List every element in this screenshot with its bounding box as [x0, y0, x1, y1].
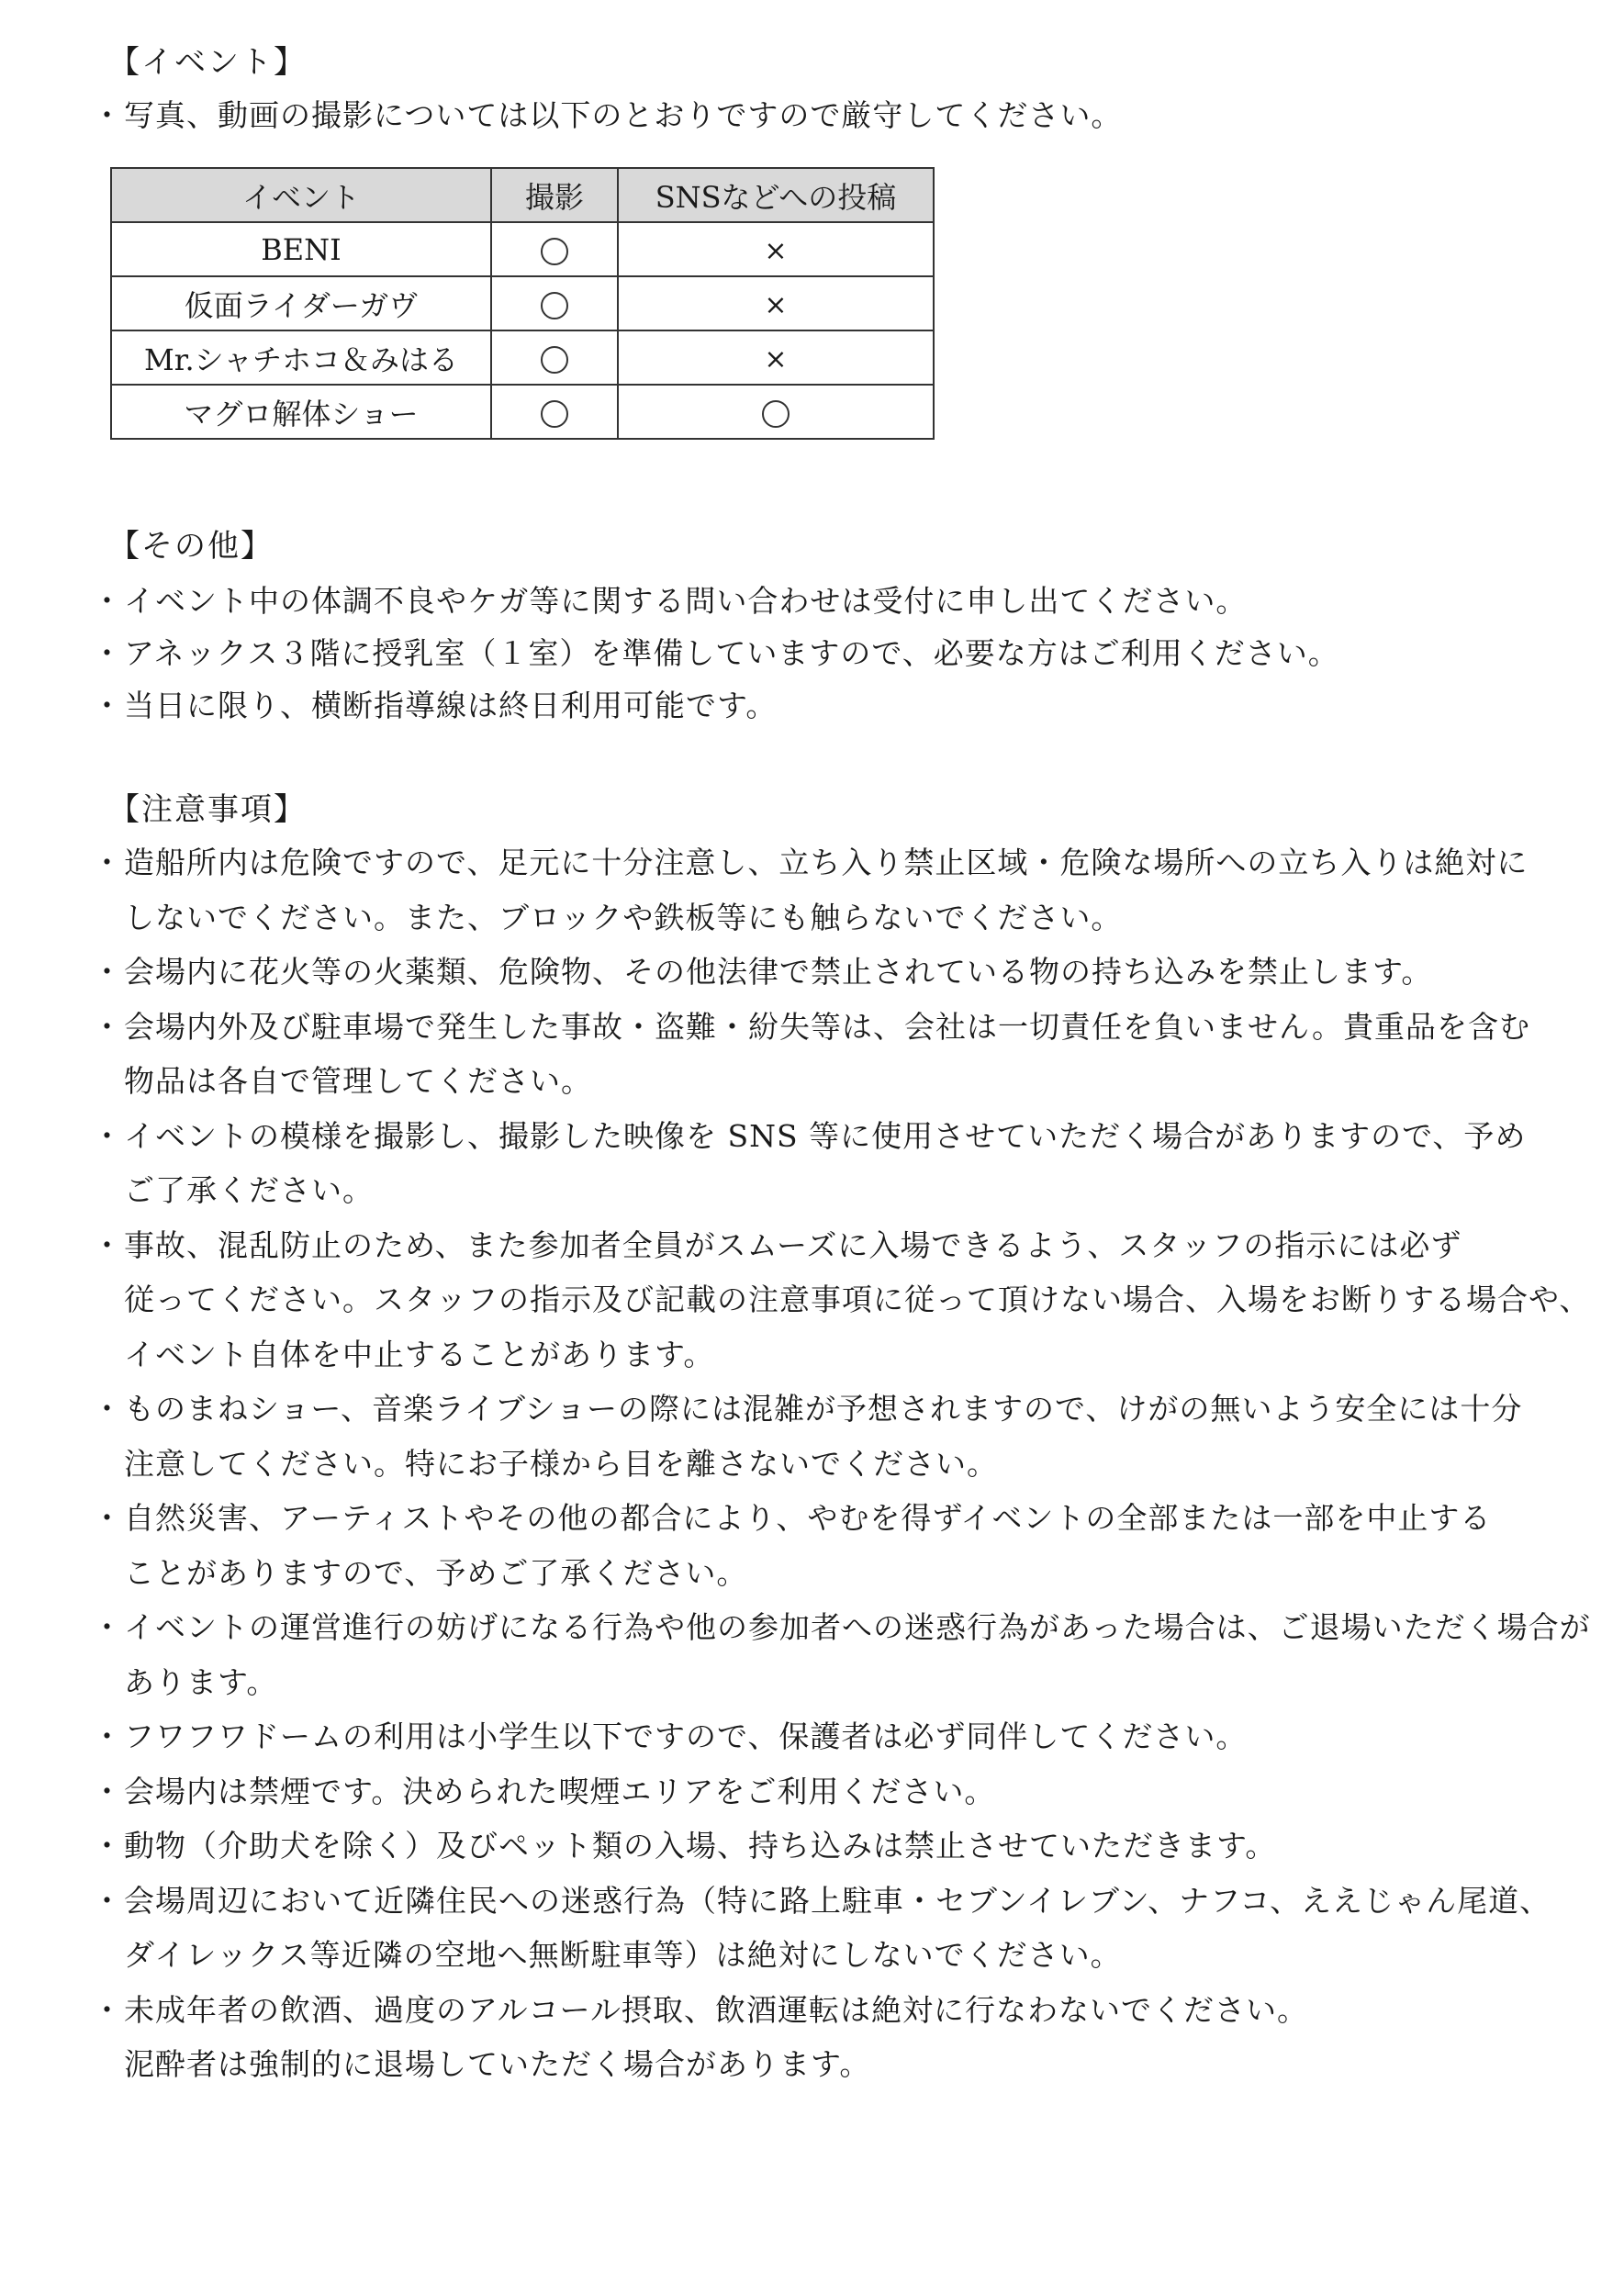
cell-photo	[491, 330, 618, 385]
cross-mark: ×	[764, 342, 788, 375]
notice-list-item: ・イベントの運営進行の妨げになる行為や他の参加者への迷惑行為があった場合は、ご退場いただく場合が	[92, 1609, 1591, 1645]
notice-list-item: ・未成年者の飲酒、過度のアルコール摂取、飲酒運転は絶対に行なわないでください。	[92, 1992, 1309, 2028]
notice-list-item: ・フワフワドームの利用は小学生以下ですので、保護者は必ず同伴してください。	[92, 1718, 1248, 1754]
notice-list-item-continuation: ダイレックス等近隣の空地へ無断駐車等）は絶対にしないでください。	[124, 1937, 1122, 1973]
table-header-row	[111, 168, 934, 222]
bullet-mark: ・	[92, 1500, 123, 1536]
notice-list-item: ・会場周辺において近隣住民への迷惑行為（特に路上駐車・セブンイレブン、ナフコ、ええじゃん尾道、	[92, 1883, 1551, 1919]
cell-event: マグロ解体ショー	[111, 385, 491, 439]
other-list-item: ・アネックス３階に授乳室（１室）を準備していますので、必要な方はご利用ください。	[92, 635, 1339, 671]
cross-mark: ×	[764, 234, 788, 267]
notice-heading: 【注意事項】	[108, 791, 307, 828]
notice-list-item: ・ものまねショー、音楽ライブショーの際には混雑が予想されますので、けがの無いよう安全には十分	[92, 1391, 1523, 1427]
other-list-item: ・当日に限り、横断指導線は終日利用可能です。	[92, 688, 778, 723]
notice-list-item-continuation: 従ってください。スタッフの指示及び記載の注意事項に従って頂けない場合、入場をお断りする場合や、	[124, 1282, 1591, 1317]
table-row	[111, 222, 934, 276]
cell-sns	[618, 385, 934, 439]
circle-mark-icon	[541, 346, 568, 374]
circle-mark-icon	[541, 400, 568, 428]
notice-list-item: ・会場内に花火等の火薬類、危険物、その他法律で禁止されている物の持ち込みを禁止します。	[92, 954, 1433, 990]
bullet-mark: ・	[92, 635, 123, 671]
header-photo: 撮影	[491, 168, 618, 222]
photo-policy-table	[110, 167, 935, 440]
other-heading: 【その他】	[108, 528, 274, 565]
notice-list-item-continuation: イベント自体を中止することがあります。	[124, 1337, 715, 1372]
cell-sns	[618, 330, 934, 385]
notice-list-item-continuation: 泥酔者は強制的に退場していただく場合があります。	[124, 2046, 871, 2082]
notice-list-item-continuation: 注意してください。特にお子様から目を離さないでください。	[124, 1446, 998, 1482]
cell-photo	[491, 385, 618, 439]
bullet-mark: ・	[92, 1227, 123, 1263]
notice-list-item-continuation: あります。	[124, 1664, 278, 1700]
notice-list-item-continuation: 物品は各自で管理してください。	[124, 1063, 592, 1099]
table-row	[111, 276, 934, 330]
bullet-mark: ・	[92, 1609, 123, 1645]
cell-event: 仮面ライダーガヴ	[111, 276, 491, 330]
notice-list-item: ・会場内は禁煙です。決められた喫煙エリアをご利用ください。	[92, 1774, 996, 1809]
cell-photo	[491, 222, 618, 276]
event-note: ・写真、動画の撮影については以下のとおりですので厳守してください。	[92, 97, 1123, 133]
notice-list-item: ・動物（介助犬を除く）及びペット類の入場、持ち込みは禁止させていただきます。	[92, 1828, 1277, 1864]
circle-mark-icon	[541, 238, 568, 265]
other-list-item: ・イベント中の体調不良やケガ等に関する問い合わせは受付に申し出てください。	[92, 583, 1248, 619]
cell-sns	[618, 222, 934, 276]
bullet-mark: ・	[92, 954, 123, 990]
circle-mark-icon	[762, 400, 790, 428]
bullet-mark: ・	[92, 1774, 123, 1809]
bullet-mark: ・	[92, 1883, 123, 1919]
bullet-mark: ・	[92, 1118, 123, 1154]
bullet-mark: ・	[92, 1992, 123, 2028]
notice-list-item: ・会場内外及び駐車場で発生した事故・盗難・紛失等は、会社は一切責任を負いません。貴重品を含む	[92, 1009, 1530, 1045]
notice-list-item-continuation: ご了承ください。	[124, 1172, 374, 1208]
bullet-mark: ・	[92, 688, 123, 723]
bullet-mark: ・	[92, 1391, 123, 1427]
bullet-mark: ・	[92, 1009, 123, 1045]
notice-list-item-continuation: しないでください。また、ブロックや鉄板等にも触らないでください。	[124, 900, 1123, 935]
notice-list-item: ・事故、混乱防止のため、また参加者全員がスムーズに入場できるよう、スタッフの指示には必ず	[92, 1227, 1462, 1263]
header-sns: SNSなどへの投稿	[618, 168, 934, 222]
table-row	[111, 385, 934, 439]
notice-list-item-continuation: ことがありますので、予めご了承ください。	[124, 1555, 748, 1591]
notice-list-item: ・イベントの模様を撮影し、撮影した映像を SNS 等に使用させていただく場合がありますので、予め	[92, 1118, 1527, 1154]
table-row	[111, 330, 934, 385]
bullet-mark: ・	[92, 583, 123, 619]
cell-event: BENI	[111, 222, 491, 276]
notice-list-item: ・造船所内は危険ですので、足元に十分注意し、立ち入り禁止区域・危険な場所への立ち入りは絶対に	[92, 845, 1529, 880]
event-heading: 【イベント】	[108, 44, 307, 81]
header-event: イベント	[111, 168, 491, 222]
cell-photo	[491, 276, 618, 330]
cell-sns	[618, 276, 934, 330]
cross-mark: ×	[764, 288, 788, 321]
bullet-mark: ・	[92, 845, 123, 880]
circle-mark-icon	[541, 292, 568, 319]
bullet-mark: ・	[92, 1828, 123, 1864]
cell-event: Mr.シャチホコ＆みはる	[111, 330, 491, 385]
bullet-mark: ・	[92, 1718, 123, 1754]
notice-list-item: ・自然災害、アーティストやその他の都合により、やむを得ずイベントの全部または一部を中止する	[92, 1500, 1492, 1536]
